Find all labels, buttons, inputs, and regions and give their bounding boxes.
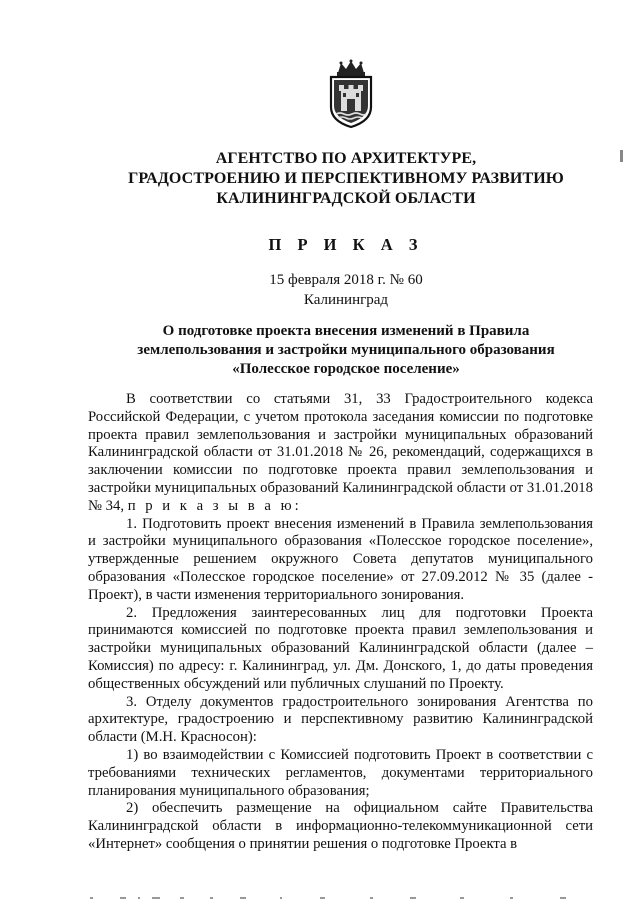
document-type: П Р И К А З [268,235,424,254]
document-meta [90,270,602,310]
clause-3-1: 1) во взаимодействии с Комиссией подготовить Проект в соответствии с требованиями технических регламентов, документами территориального планирования муниципального образования; [88,746,593,799]
scan-mark [620,150,623,162]
date-number: 15 февраля 2018 г. № 60 [269,272,423,288]
agency-name-line: ГРАДОСТРОЕНИЮ И ПЕРСПЕКТИВНОМУ РАЗВИТИЮ [128,170,564,187]
intro-text: В соответствии со статьями 31, 33 Градостроительного кодекса Российской Федерации, с учетом протокола заседания комиссии по подготовке проекта правил землепользования и застройки муниципальных образований Калининградской области от 31.01.2018 № 26, рекомендаций, содержащихся в заключении комиссии по подготовке проекта правил землепользования и застройки муниципальных образований Калининградской области от 31.01.2018 № 34, [88,391,593,514]
city: Калининград [303,292,389,308]
document-title-line: «Полесское городское поселение» [232,361,460,377]
clause-2: 2. Предложения заинтересованных лиц для подготовки Проекта принимаются комиссией по подготовке проекта правил землепользования и застройки муниципальных образований Калининградской области (далее – Комиссия) по адресу: г. Калининград, ул. Дм. Донского, 1, до даты проведения общественных обсуждений или публичных слушаний по Проекту. [88,604,593,692]
document-title-line: О подготовке проекта внесения изменений в Правила [162,323,530,339]
document-body [88,391,593,854]
document-title [90,322,602,379]
agency-name-line: КАЛИНИНГРАДСКОЙ ОБЛАСТИ [216,190,476,207]
agency-name [90,149,602,209]
clause-3: 3. Отделу документов градостроительного зонирования Агентства по архитектуре, градостроению и перспективному развитию Калининградской области (М.Н. Красносон): [88,693,593,746]
clause-1: 1. Подготовить проект внесения изменений в Правила землепользования и застройки муниципального образования «Полесское городское поселение», утвержденные решением окружного Совета депутатов муниципального образования «Полесское городское поселение» от 27.09.2012 № 35 (далее - Проект), в части изменения территориального зонирования. [88,515,593,603]
order-word: п р и к а з ы в а ю: [127,497,302,514]
clause-3-2: 2) обеспечить размещение на официальном сайте Правительства Калининградской области в информационно-телекоммуникационной сети «Интернет» сообщения о принятии решения о подготовке Проекта в [88,800,593,852]
agency-name-line: АГЕНТСТВО ПО АРХИТЕКТУРЕ, [215,150,477,167]
intro-paragraph [88,391,593,516]
coat-of-arms-icon [326,59,376,129]
scan-artifact-strip [80,895,640,901]
document-title-line: землепользования и застройки муниципального образования [137,342,555,358]
